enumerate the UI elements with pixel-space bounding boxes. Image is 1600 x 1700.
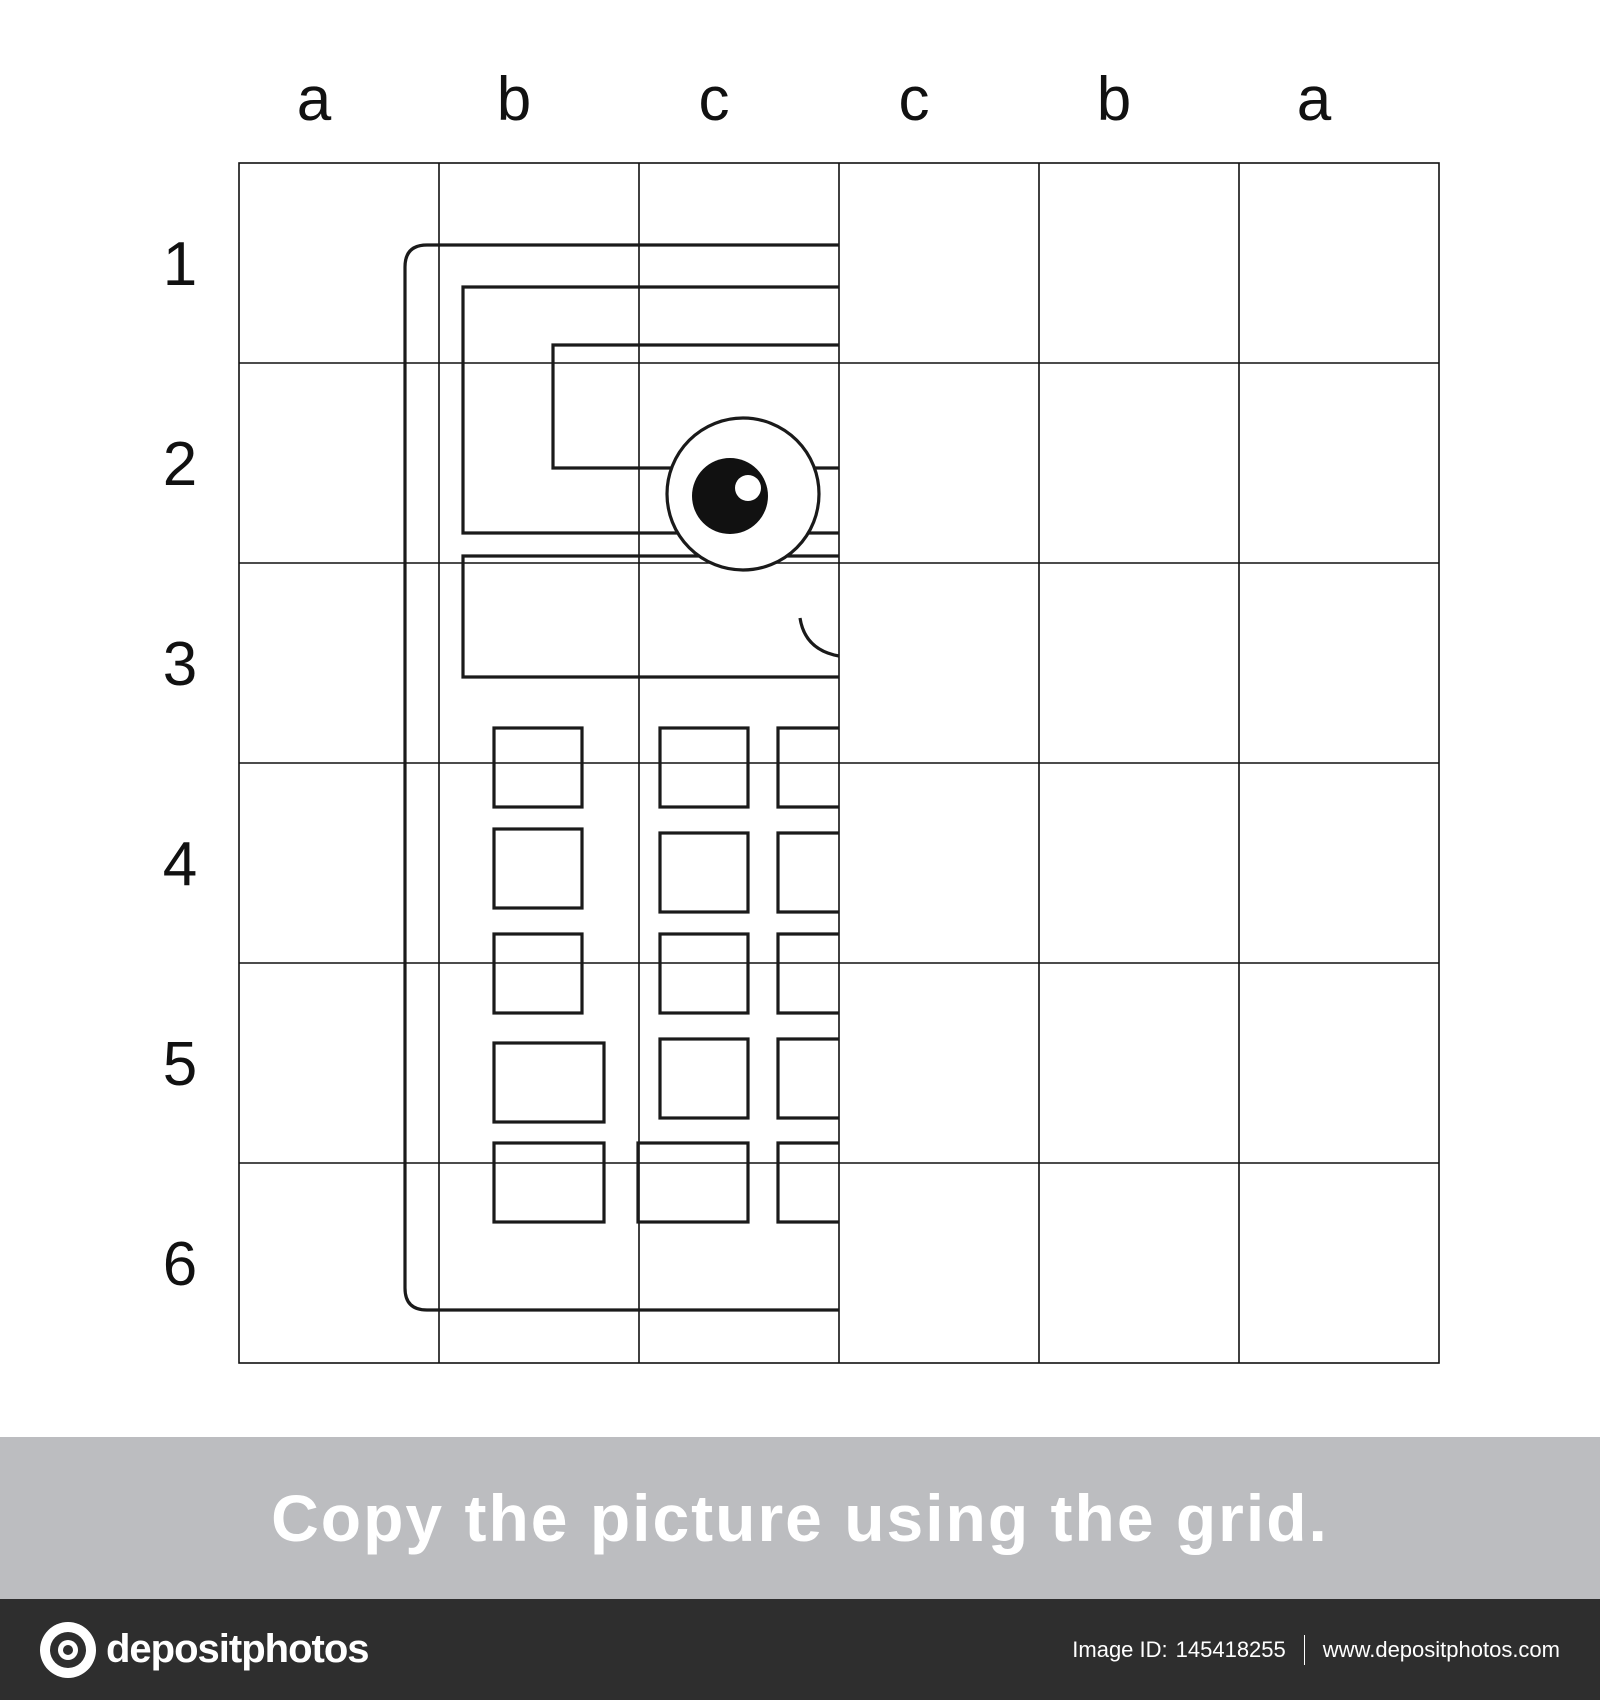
footer-divider [1304,1635,1305,1665]
brand-name: depositphotos [106,1627,369,1671]
calc-key-half [778,1039,839,1118]
calc-key-wide [494,1043,604,1122]
pupil-highlight [735,475,761,501]
row-label-1: 1 [162,230,198,299]
smile-mouth [800,618,839,656]
calc-key-half [778,934,839,1013]
row-label-2: 2 [162,430,198,499]
column-label-c-left: c [698,65,730,134]
calc-key [660,728,748,807]
column-label-a-right: a [1296,65,1332,134]
calc-key [494,829,582,908]
calc-key-wide [638,1143,748,1222]
eye-pupil [692,458,768,534]
footer-bar [0,1599,1600,1700]
image-id-label: Image ID: [1072,1636,1168,1662]
calc-key [494,934,582,1013]
drawing-grid [239,163,1439,1363]
row-label-3: 3 [162,630,198,699]
image-id-value: 145418255 [1175,1636,1286,1662]
display-panel [463,556,839,677]
calc-key-half [778,728,839,807]
calc-key [660,934,748,1013]
calculator-body-outline [405,245,839,1310]
calc-key-wide [494,1143,604,1222]
row-label-6: 6 [162,1230,198,1299]
calc-key-half [778,833,839,912]
column-label-a-left: a [296,65,332,134]
column-label-b-left: b [496,65,532,134]
column-label-b-right: b [1096,65,1132,134]
calc-key-half [778,1143,839,1222]
row-label-5: 5 [162,1030,198,1099]
calc-key [660,833,748,912]
image-info [1072,1635,1560,1665]
camera-lens-icon [40,1622,96,1678]
instruction-banner [0,1437,1600,1599]
instruction-text: Copy the picture using the grid. [271,1481,1329,1555]
row-label-4: 4 [162,830,198,899]
brand-logo[interactable] [40,1622,369,1678]
website-link[interactable]: www.depositphotos.com [1322,1636,1560,1662]
calc-key [494,728,582,807]
calculator-half-drawing [405,245,839,1310]
calc-key [660,1039,748,1118]
column-label-c-right: c [898,65,930,134]
